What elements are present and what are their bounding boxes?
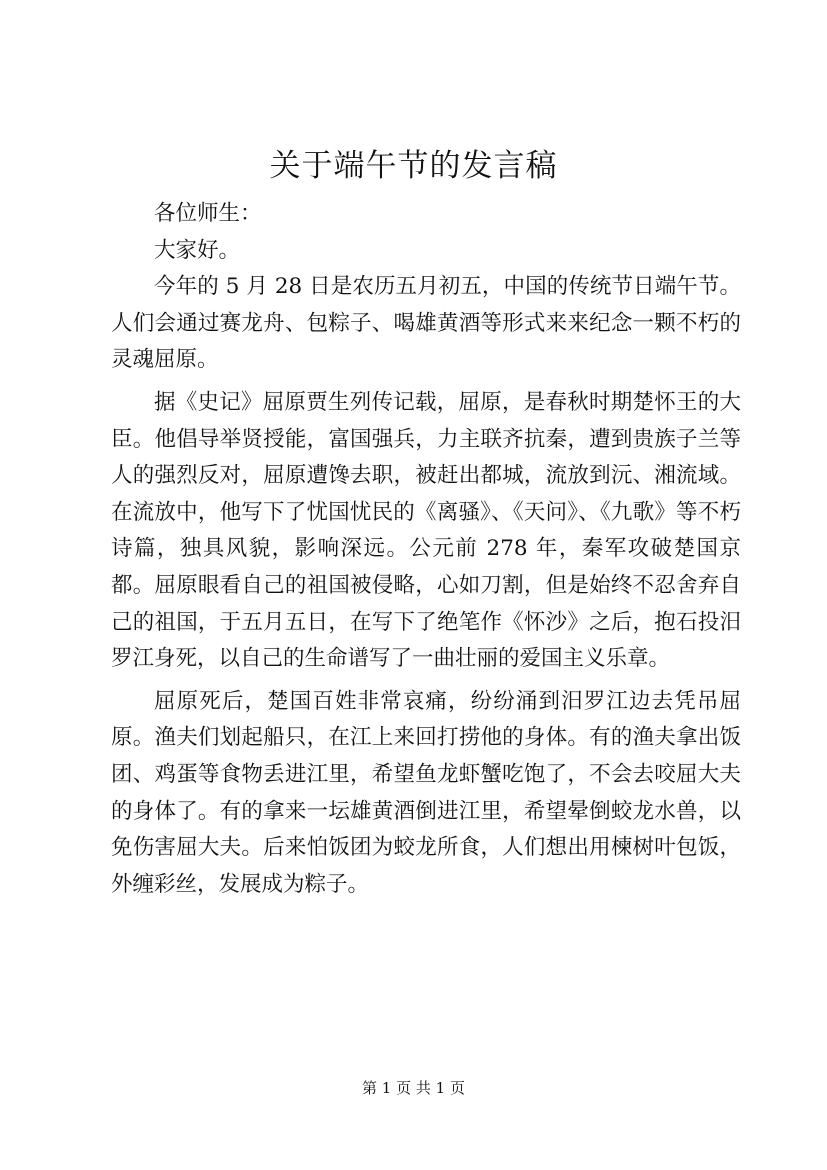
page-number-footer: 第 1 页 共 1 页 [362, 1079, 465, 1097]
paragraph-history: 据《史记》屈原贾生列传记载，屈原，是春秋时期楚怀王的大臣。他倡导举贤授能，富国强兵，力主联齐抗秦，遭到贵族子兰等人的强烈反对，屈原遭馋去职，被赶出都城，流放到沅、湘流域。在流放中，他写下了忧国忧民的《离骚》、《天问》、《九歌》等不朽诗篇，独具风貌，影响深远。公元前 278 年，秦军攻破楚国京都。屈原眼看自己的祖国被侵略，心如刀割，但是始终不忍舍弃自己的祖国，于五月五日，在写下了绝笔作《怀沙》之后，抱石投汨罗江身死，以自己的生命谱写了一曲壮丽的爱国主义乐章。 [111, 389, 741, 672]
greeting: 大家好。 [154, 237, 241, 263]
page-title: 关于端午节的发言稿 [269, 148, 558, 184]
document-body [111, 196, 741, 903]
paragraph-intro: 今年的 5 月 28 日是农历五月初五，中国的传统节日端午节。人们会通过赛龙舟、包粽子、喝雄黄酒等形式来来纪念一颗不朽的灵魂屈原。 [111, 274, 741, 373]
salutation: 各位师生： [154, 201, 262, 226]
paragraph-origin: 屈原死后，楚国百姓非常哀痛，纷纷涌到汨罗江边去凭吊屈原。渔夫们划起船只，在江上来回打捞他的身体。有的渔夫拿出饭团、鸡蛋等食物丢进江里，希望鱼龙虾蟹吃饱了，不会去咬屈大夫的身体了。有的拿来一坛雄黄酒倒进江里，希望晕倒蛟龙水兽，以免伤害屈大夫。后来怕饭团为蛟龙所食，人们想出用楝树叶包饭，外缠彩丝，发展成为粽子。 [111, 688, 741, 897]
